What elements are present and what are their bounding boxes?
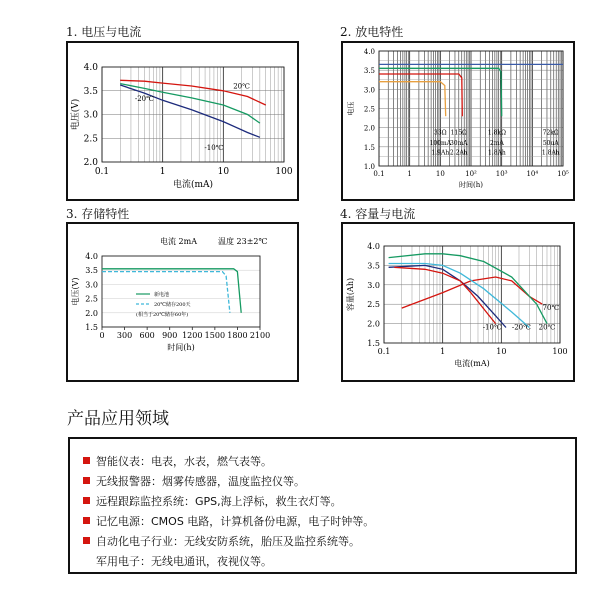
application-item xyxy=(83,533,360,549)
series-label: 20℃ xyxy=(233,82,250,91)
x-tick-label: 1800 xyxy=(227,331,248,340)
x-tick-label: 0.1 xyxy=(373,170,385,178)
y-tick-label: 2.5 xyxy=(367,300,380,310)
chart-2-frame xyxy=(341,41,575,201)
y-axis-label: 电压(V) xyxy=(71,277,80,306)
annotation-current: 50uA xyxy=(542,139,559,147)
bullet-icon xyxy=(83,517,90,524)
applications-box xyxy=(68,437,577,574)
annotation-resistance: 33Ω xyxy=(434,129,447,137)
y-tick-label: 1.5 xyxy=(363,143,375,152)
x-axis-label: 电流(mA) xyxy=(454,359,490,368)
application-text: 自动化电子行业：无线安防系统，胎压及监控系统等。 xyxy=(96,535,360,548)
application-item xyxy=(83,453,272,469)
legend-label: 20℃储存200天 xyxy=(154,302,191,308)
application-item xyxy=(83,553,272,569)
legend-note: (相当于20℃储存60年) xyxy=(136,312,189,318)
y-tick-label: 2.0 xyxy=(367,319,380,329)
y-tick-label: 2.0 xyxy=(83,158,98,168)
x-tick-label: 1 xyxy=(440,347,446,356)
y-tick-label: 3.5 xyxy=(367,261,380,271)
application-item xyxy=(83,493,342,509)
x-tick-label: 0.1 xyxy=(377,347,391,356)
chart-4-frame xyxy=(341,222,575,382)
x-tick-label: 10⁴ xyxy=(526,170,539,178)
chart-1-frame xyxy=(66,41,299,201)
bullet-icon xyxy=(83,457,90,464)
bullet-icon xyxy=(83,497,90,504)
chart-2-title: 2. 放电特性 xyxy=(340,25,404,39)
x-tick-label: 0 xyxy=(99,331,105,340)
y-tick-label: 1.0 xyxy=(363,163,375,171)
series-label: -10℃ xyxy=(204,144,224,153)
application-text: 记忆电源：CMOS 电路，计算机备份电源，电子时钟等。 xyxy=(96,515,375,528)
annotation-current: 30mA xyxy=(449,139,468,147)
x-tick-label: 2100 xyxy=(249,331,271,340)
x-tick-label: 900 xyxy=(162,331,178,340)
application-item xyxy=(83,513,374,529)
chart-4-title: 4. 容量与电流 xyxy=(340,207,416,221)
series-label: 20℃ xyxy=(538,323,556,332)
annotation-capacity: 1.8Ah xyxy=(541,149,560,157)
x-tick-label: 0.1 xyxy=(94,167,110,177)
x-tick-label: 1 xyxy=(159,167,166,177)
y-axis-label: 容量(Ah) xyxy=(346,277,355,312)
y-tick-label: 3.0 xyxy=(367,280,380,290)
chart-1-svg xyxy=(68,43,297,199)
x-axis-label: 时间(h) xyxy=(167,343,195,352)
application-item xyxy=(83,473,305,489)
note-current: 电流 2mA xyxy=(160,237,197,246)
annotation-capacity: 1.9Ah xyxy=(431,149,450,157)
y-tick-label: 3.5 xyxy=(83,86,98,97)
y-tick-label: 2.5 xyxy=(83,134,98,145)
y-tick-label: 4.0 xyxy=(83,63,98,73)
y-axis-label: 电压 xyxy=(347,101,355,116)
annotation-current: 100mA xyxy=(429,139,452,147)
annotation-resistance: 115Ω xyxy=(450,129,468,137)
series-label: -10℃ xyxy=(482,323,502,332)
y-tick-label: 3.0 xyxy=(83,110,98,121)
y-tick-label: 2.0 xyxy=(85,308,98,318)
annotation-resistance: 1.8kΩ xyxy=(487,129,506,137)
x-tick-label: 10³ xyxy=(495,170,508,178)
y-tick-label: 3.5 xyxy=(85,266,98,276)
series-label: 70℃ xyxy=(542,304,560,313)
x-tick-label: 600 xyxy=(139,331,155,340)
x-tick-label: 1 xyxy=(407,170,412,178)
y-tick-label: 1.5 xyxy=(85,323,98,332)
x-tick-label: 10² xyxy=(465,170,477,178)
legend-label: 新电池 xyxy=(154,292,170,298)
x-axis-label: 时间(h) xyxy=(459,181,483,189)
annotation-resistance: 72kΩ xyxy=(542,129,559,137)
y-tick-label: 4.0 xyxy=(85,252,98,261)
series-label: -20℃ xyxy=(134,95,154,104)
series-line xyxy=(394,267,495,323)
x-tick-label: 1200 xyxy=(182,331,203,340)
chart-2-svg xyxy=(343,43,573,199)
y-tick-label: 2.0 xyxy=(363,124,375,133)
y-tick-label: 4.0 xyxy=(363,48,375,56)
application-text: 智能仪表：电表，水表，燃气表等。 xyxy=(96,455,272,468)
y-tick-label: 3.5 xyxy=(363,67,375,76)
y-tick-label: 2.5 xyxy=(85,294,98,304)
applications-title: 产品应用领域 xyxy=(67,409,169,429)
application-text: 军用电子：无线电通讯，夜视仪等。 xyxy=(96,555,272,568)
x-tick-label: 10 xyxy=(435,170,445,178)
application-text: 无线报警器：烟雾传感器，温度监控仪等。 xyxy=(96,475,305,488)
x-tick-label: 10 xyxy=(496,347,507,356)
x-tick-label: 300 xyxy=(116,331,133,340)
chart-3-frame xyxy=(66,222,299,382)
series-label: -20℃ xyxy=(511,323,531,332)
y-tick-label: 3.0 xyxy=(363,86,375,95)
chart-3-title: 3. 存储特性 xyxy=(66,207,130,221)
y-axis-label: 电压(V) xyxy=(71,98,81,131)
chart-4-svg xyxy=(343,224,573,380)
y-tick-label: 1.5 xyxy=(367,339,380,348)
y-tick-label: 2.5 xyxy=(363,105,375,114)
chart-3-svg xyxy=(68,224,297,380)
bullet-icon xyxy=(83,537,90,544)
annotation-capacity: 2.2Ah xyxy=(449,149,468,157)
y-tick-label: 4.0 xyxy=(367,242,380,251)
bullet-icon xyxy=(83,477,90,484)
note-temperature: 温度 23±2℃ xyxy=(218,237,268,246)
annotation-current: 2mA xyxy=(489,139,504,147)
x-tick-label: 10 xyxy=(217,167,230,177)
x-tick-label: 100 xyxy=(275,167,293,177)
x-tick-label: 100 xyxy=(552,347,568,356)
x-tick-label: 10⁵ xyxy=(557,170,569,178)
x-axis-label: 电流(mA) xyxy=(172,180,214,190)
y-tick-label: 3.0 xyxy=(85,280,98,290)
annotation-capacity: 1.8Ah xyxy=(488,149,506,157)
chart-1-title: 1. 电压与电流 xyxy=(66,25,142,39)
application-text: 远程跟踪监控系统：GPS,海上浮标，救生衣灯等。 xyxy=(96,495,342,508)
series-line xyxy=(389,264,530,328)
x-tick-label: 1500 xyxy=(204,331,226,340)
